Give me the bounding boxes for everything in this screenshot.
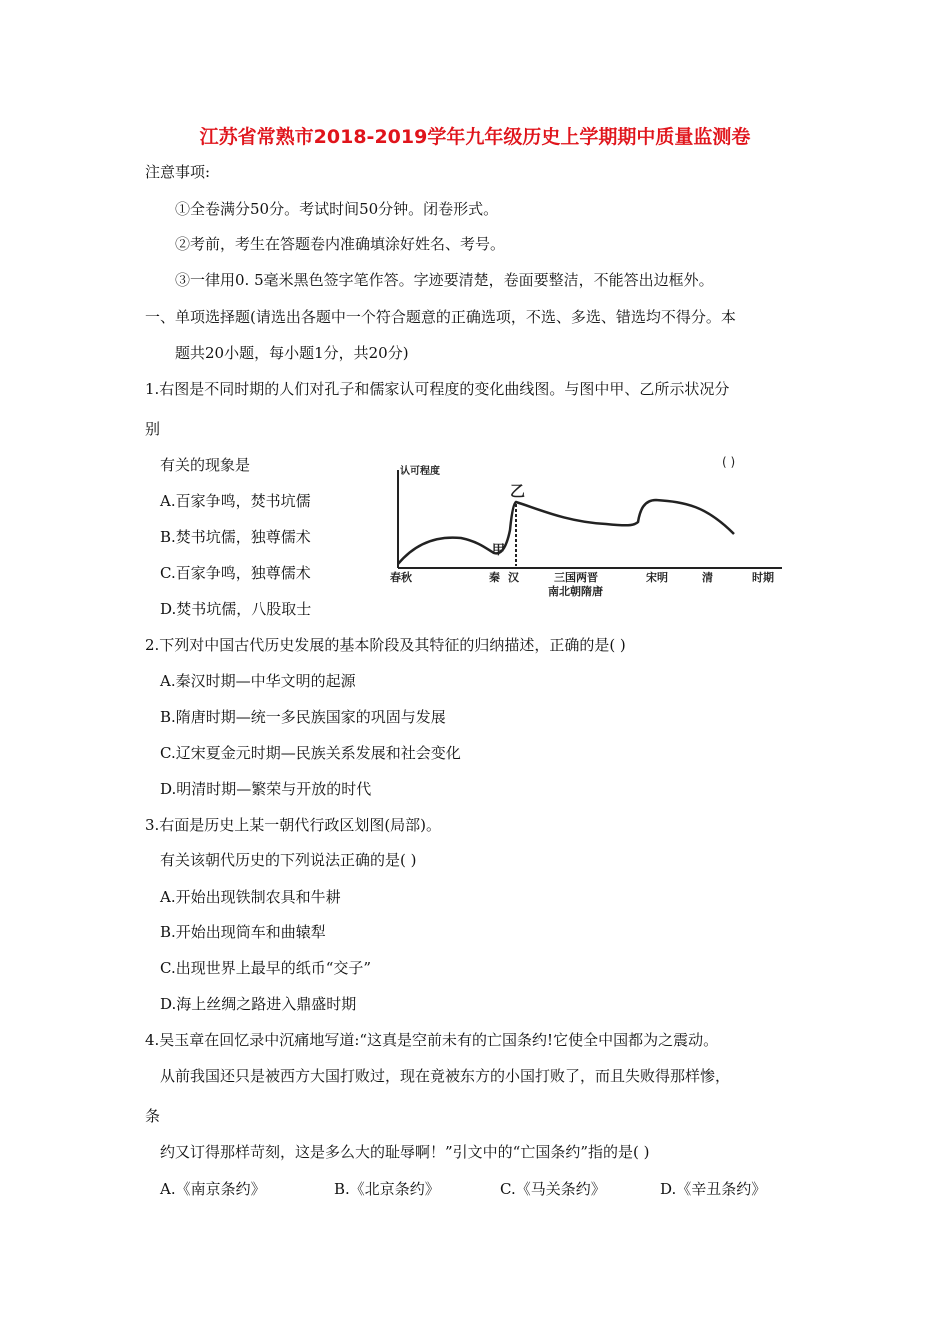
q1-option-a: A.百家争鸣，焚书坑儒: [160, 492, 311, 510]
q4-option-a: A.《南京条约》: [160, 1180, 266, 1198]
q3-option-c: C.出现世界上最早的纸币“交子”: [160, 959, 372, 977]
q1-stem-cont: 有关的现象是: [160, 456, 251, 474]
q3-option-b: B.开始出现筒车和曲辕犁: [160, 923, 326, 941]
section-1-heading: 一、单项选择题(请选出各题中一个符合题意的正确选项，不选、多选、错选均不得分。本: [145, 308, 736, 326]
q2-option-c: C.辽宋夏金元时期—民族关系发展和社会变化: [160, 744, 461, 762]
x-axis-label: 时期: [752, 571, 774, 584]
q1-option-b: B.焚书坑儒，独尊儒术: [160, 528, 311, 546]
tick-label: 三国两晋: [554, 571, 598, 584]
q3-option-d: D.海上丝绸之路进入鼎盛时期: [160, 995, 357, 1013]
q3-option-a: A.开始出现铁制农具和牛耕: [160, 888, 341, 906]
q4-stem-cont: 从前我国还只是被西方大国打败过，现在竟被东方的小国打败了，而且失败得那样惨，: [160, 1067, 731, 1085]
q4-stem-end: 约又订得那样苛刻，这是多么大的耻辱啊！”引文中的“亡国条约”指的是( ): [160, 1143, 650, 1161]
page-title: 江苏省常熟市2018-2019学年九年级历史上学期期中质量监测卷: [199, 126, 751, 148]
q4-stem: 4.吴玉章在回忆录中沉痛地写道:“这真是空前未有的亡国条约!它使全中国都为之震动。: [145, 1031, 719, 1049]
q3-stem-cont: 有关该朝代历史的下列说法正确的是( ): [160, 851, 417, 869]
section-1-heading-cont: 题共20小题，每小题1分，共20分): [175, 344, 409, 362]
q4-option-d: D.《辛丑条约》: [660, 1180, 767, 1198]
q4-option-c: C.《马关条约》: [500, 1180, 606, 1198]
q1-stem-wrap: 别: [145, 420, 161, 438]
note-item-3: ③一律用0. 5毫米黑色签字笔作答。字迹要清楚，卷面要整洁，不能答出边框外。: [175, 271, 714, 289]
q4-stem-wrap: 条: [145, 1107, 161, 1125]
q1-option-c: C.百家争鸣，独尊儒术: [160, 564, 311, 582]
notes-heading: 注意事项:: [145, 163, 211, 181]
y-axis-label: 认可程度: [400, 466, 440, 477]
q3-stem: 3.右面是历史上某一朝代行政区划图(局部)。: [145, 816, 442, 834]
tick-label: 南北朝隋唐: [548, 585, 603, 598]
tick-label: 清: [702, 571, 713, 584]
q2-option-d: D.明清时期—繁荣与开放的时代: [160, 780, 372, 798]
q2-option-a: A.秦汉时期—中华文明的起源: [160, 672, 356, 690]
q1-option-d: D.焚书坑儒，八股取士: [160, 600, 312, 618]
q1-stem: 1.右图是不同时期的人们对孔子和儒家认可程度的变化曲线图。与图中甲、乙所示状况分: [145, 380, 730, 398]
q4-option-b: B.《北京条约》: [334, 1180, 440, 1198]
tick-label: 春秋: [390, 571, 412, 584]
tick-label: 秦: [489, 571, 500, 584]
recognition-curve: [398, 500, 734, 564]
q1-chart: [386, 450, 786, 605]
label-yi: 乙: [510, 482, 526, 500]
tick-label: 汉: [508, 571, 519, 584]
note-item-1: ①全卷满分50分。考试时间50分钟。闭卷形式。: [175, 200, 499, 218]
label-jia: 甲: [492, 543, 506, 558]
q2-stem: 2.下列对中国古代历史发展的基本阶段及其特征的归纳描述，正确的是( ): [145, 636, 626, 654]
q2-option-b: B.隋唐时期—统一多民族国家的巩固与发展: [160, 708, 446, 726]
q4-options: [160, 1179, 766, 1199]
q1-answer-blank: ( ): [722, 455, 736, 469]
tick-label: 宋明: [646, 571, 668, 584]
note-item-2: ②考前，考生在答题卷内准确填涂好姓名、考号。: [175, 235, 506, 253]
